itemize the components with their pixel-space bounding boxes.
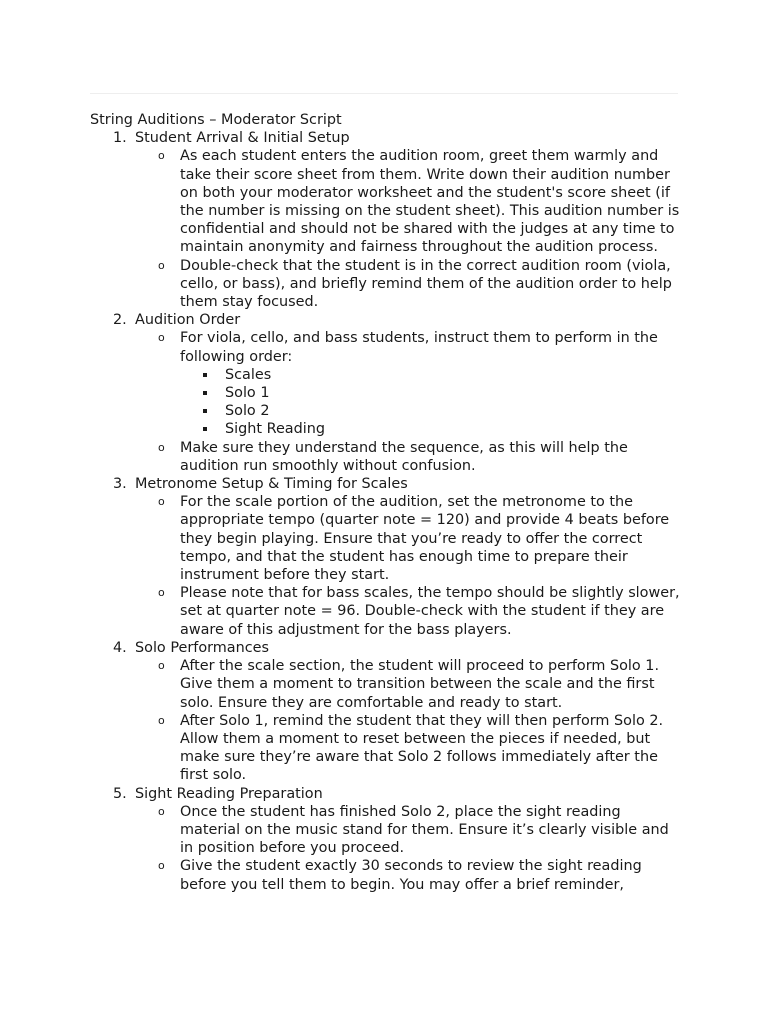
hollow-bullet-icon: o [158, 331, 165, 345]
square-bullet-icon [203, 427, 207, 431]
bullet-text: Make sure they understand the sequence, as this will help the audition run smoothly without confusion. [180, 439, 628, 474]
square-bullet-icon [203, 391, 207, 395]
hollow-bullet-icon: o [158, 495, 165, 509]
hollow-bullet-icon: o [158, 586, 165, 600]
bullet-item [135, 329, 680, 438]
bullet-text: Once the student has finished Solo 2, place the sight reading material on the music stand for them. Ensure it’s clearly visible and in position before you proceed. [180, 803, 669, 857]
section-item [90, 475, 680, 639]
hollow-bullet-icon: o [158, 659, 165, 673]
section-heading: Student Arrival & Initial Setup [135, 130, 350, 147]
document-body [90, 111, 680, 894]
sub-bullet-item [180, 420, 680, 438]
bullet-item [135, 584, 680, 639]
hollow-bullet-icon: o [158, 258, 165, 272]
bullet-text: As each student enters the audition room, greet them warmly and take their score sheet from them. Write down their audition number on both your moderator worksheet and the student's score sheet (if the number is missing on the student sheet). This audition number is confidential and should not be shared with the judges at any time to maintain anonymity and fairness throughout the audition process. [180, 148, 680, 256]
bullet-text: After the scale section, the student will proceed to perform Solo 1. Give them a moment to transition between the scale and the first solo. Ensure they are comfortable and ready to start. [180, 658, 660, 711]
bullet-list [135, 493, 680, 639]
page-divider [90, 93, 678, 94]
section-heading: Audition Order [135, 312, 241, 329]
bullet-text: After Solo 1, remind the student that they will then perform Solo 2. Allow them a moment to reset between the pieces if needed, but make sure they’re aware that Solo 2 follows immediately after the first solo. [180, 712, 664, 784]
sub-bullet-text: Sight Reading [225, 421, 326, 438]
bullet-list [135, 147, 680, 311]
sub-bullet-text: Solo 2 [225, 403, 270, 420]
sub-bullet-item [180, 384, 680, 402]
bullet-item [135, 657, 680, 712]
sub-bullet-item [180, 366, 680, 384]
section-item [90, 639, 680, 785]
bullet-item [135, 147, 680, 256]
section-number: 5. [113, 785, 127, 802]
hollow-bullet-icon: o [158, 149, 165, 163]
section-heading: Metronome Setup & Timing for Scales [135, 476, 408, 493]
section-list [90, 129, 680, 894]
hollow-bullet-icon: o [158, 804, 165, 818]
bullet-text: Double-check that the student is in the correct audition room (viola, cello, or bass), and briefly remind them of the audition order to help them stay focused. [180, 257, 672, 311]
bullet-text: For viola, cello, and bass students, instruct them to perform in the following order: [180, 330, 658, 365]
bullet-item [135, 439, 680, 475]
bullet-list [135, 657, 680, 784]
section-number: 2. [113, 312, 127, 329]
bullet-text: Please note that for bass scales, the tempo should be slightly slower, set at quarter note = 96. Double-check with the student if they are aware of this adjustment for the bass players. [180, 585, 680, 638]
hollow-bullet-icon: o [158, 713, 165, 727]
section-heading: Sight Reading Preparation [135, 785, 323, 802]
sub-bullet-list [180, 366, 680, 439]
bullet-list [135, 329, 680, 475]
bullet-item [135, 803, 680, 858]
section-item [90, 785, 680, 894]
section-number: 4. [113, 639, 127, 656]
sub-bullet-text: Solo 1 [225, 385, 270, 402]
bullet-list [135, 803, 680, 894]
sub-bullet-text: Scales [225, 366, 272, 383]
bullet-item [135, 493, 680, 584]
bullet-item [135, 857, 680, 893]
section-number: 1. [113, 130, 127, 147]
section-heading: Solo Performances [135, 639, 270, 656]
square-bullet-icon [203, 409, 207, 413]
document-title: String Auditions – Moderator Script [90, 112, 342, 128]
section-item [90, 129, 680, 311]
hollow-bullet-icon: o [158, 859, 165, 873]
bullet-item [135, 257, 680, 312]
hollow-bullet-icon: o [158, 440, 165, 454]
section-item [90, 311, 680, 475]
bullet-item [135, 712, 680, 785]
bullet-text: For the scale portion of the audition, set the metronome to the appropriate tempo (quarter note = 120) and provide 4 beats before they begin playing. Ensure that you’re ready to offer the correct tempo, and that the student has enough time to prepare their instrument before they start. [180, 494, 670, 584]
bullet-text: Give the student exactly 30 seconds to review the sight reading before you tell them to begin. You may offer a brief reminder, [180, 858, 642, 893]
section-number: 3. [113, 476, 127, 493]
square-bullet-icon [203, 373, 207, 377]
sub-bullet-item [180, 402, 680, 420]
